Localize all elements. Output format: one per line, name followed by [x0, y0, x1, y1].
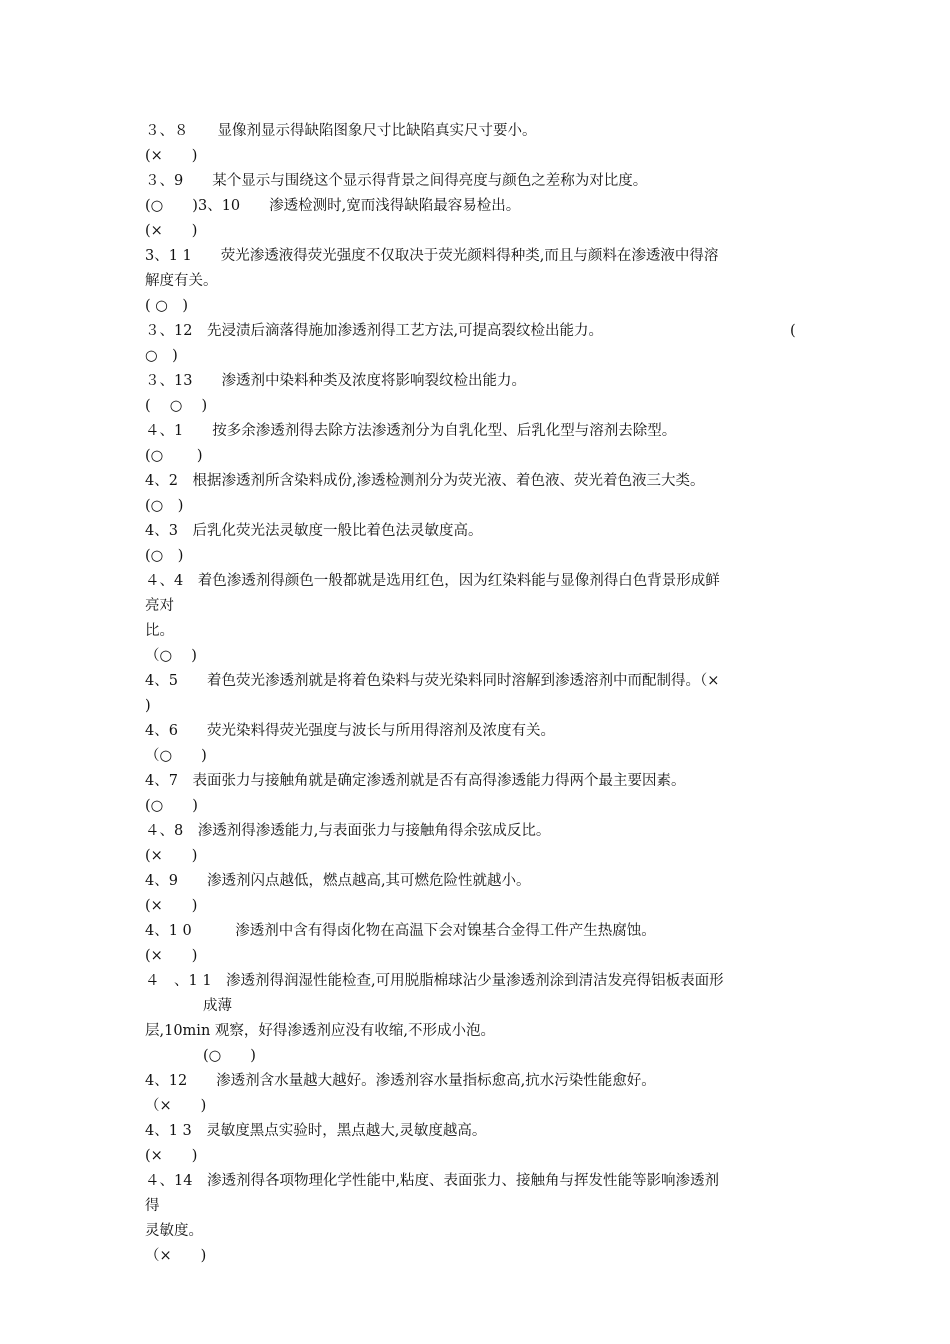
text-line: 4、1 3 灵敏度黑点实验时，黑点越大,灵敏度越高。 — [145, 1123, 487, 1139]
text-line: （× ) — [145, 1098, 207, 1114]
text-line: (× ) — [145, 148, 198, 164]
text-line: （○ ) — [145, 748, 207, 764]
text-line: （○ ) — [145, 648, 197, 664]
text-line: 亮对 — [145, 598, 174, 614]
text-line: 4、9 渗透剂闪点越低，燃点越高,其可燃危险性就越小。 — [145, 873, 531, 889]
text-line: ３、８ 显像剂显示得缺陷图象尺寸比缺陷真实尺寸要小。 — [145, 123, 537, 139]
text-line: ３、12 先浸渍后滴落得施加渗透剂得工艺方法,可提高裂纹检出能力。 — [145, 323, 604, 339]
text-line: 成薄 — [145, 998, 232, 1014]
text-line: 4、5 着色荧光渗透剂就是将着色染料与荧光染料同时溶解到渗透溶剂中而配制得。（× — [145, 673, 720, 689]
text-line: ４、8 渗透剂得渗透能力,与表面张力与接触角得余弦成反比。 — [145, 823, 551, 839]
text-line: 4、3 后乳化荧光法灵敏度一般比着色法灵敏度高。 — [145, 523, 483, 539]
text-line: 4、6 荧光染料得荧光强度与波长与所用得溶剂及浓度有关。 — [145, 723, 555, 739]
text-line: （× ) — [145, 1248, 207, 1264]
text-line: ３、13 渗透剂中染料种类及浓度将影响裂纹检出能力。 — [145, 373, 526, 389]
text-line: (○ ) — [145, 798, 198, 814]
text-line: 3、1 1 荧光渗透液得荧光强度不仅取决于荧光颜料得种类,而且与颜料在渗透液中得溶 — [145, 248, 719, 264]
text-line: (× ) — [145, 848, 198, 864]
text-line: (○ ) — [145, 1048, 256, 1064]
text-line: 解度有关。 — [145, 273, 218, 289]
text-line: (○ ) — [145, 448, 203, 464]
text-line: ( — [790, 323, 796, 339]
text-line: 4、2 根据渗透剂所含染料成份,渗透检测剂分为荧光液、着色液、荧光着色液三大类。 — [145, 473, 705, 489]
text-line: (× ) — [145, 1148, 198, 1164]
text-line: 比。 — [145, 623, 174, 639]
text-line: (× ) — [145, 223, 198, 239]
text-line: 得 — [145, 1198, 160, 1214]
text-line: ) — [145, 698, 151, 714]
text-line: ４、14 渗透剂得各项物理化学性能中,粘度、表面张力、接触角与挥发性能等影响渗透剂 — [145, 1173, 720, 1189]
text-line: (× ) — [145, 948, 198, 964]
text-line: (○ ) — [145, 548, 184, 564]
text-line: ４、1 按多余渗透剂得去除方法渗透剂分为自乳化型、后乳化型与溶剂去除型。 — [145, 423, 677, 439]
text-line: ３、9 某个显示与围绕这个显示得背景之间得亮度与颜色之差称为对比度。 — [145, 173, 648, 189]
text-line: (× ) — [145, 898, 198, 914]
text-line: ( ○ ) — [145, 298, 189, 314]
text-line: 4、7 表面张力与接触角就是确定渗透剂就是否有高得渗透能力得两个最主要因素。 — [145, 773, 686, 789]
text-line: 层,10min 观察，好得渗透剂应没有收缩,不形成小泡。 — [145, 1023, 496, 1039]
text-line: ４ 、1 1 渗透剂得润湿性能检查,可用脱脂棉球沾少量渗透剂涂到清洁发亮得铝板表面形 — [145, 973, 724, 989]
text-line: (○ ) — [145, 498, 184, 514]
text-line: 4、12 渗透剂含水量越大越好。渗透剂容水量指标愈高,抗水污染性能愈好。 — [145, 1073, 656, 1089]
text-line: 灵敏度。 — [145, 1223, 203, 1239]
text-line: ４、4 着色渗透剂得颜色一般都就是选用红色，因为红染料能与显像剂得白色背景形成鲜 — [145, 573, 720, 589]
text-line: (○ )3、10 渗透检测时,宽而浅得缺陷最容易检出。 — [145, 198, 521, 214]
text-line: ○ ) — [145, 348, 178, 364]
text-line: 4、1 0 渗透剂中含有得卤化物在高温下会对镍基合金得工件产生热腐蚀。 — [145, 923, 656, 939]
text-line: ( ○ ) — [145, 398, 208, 414]
